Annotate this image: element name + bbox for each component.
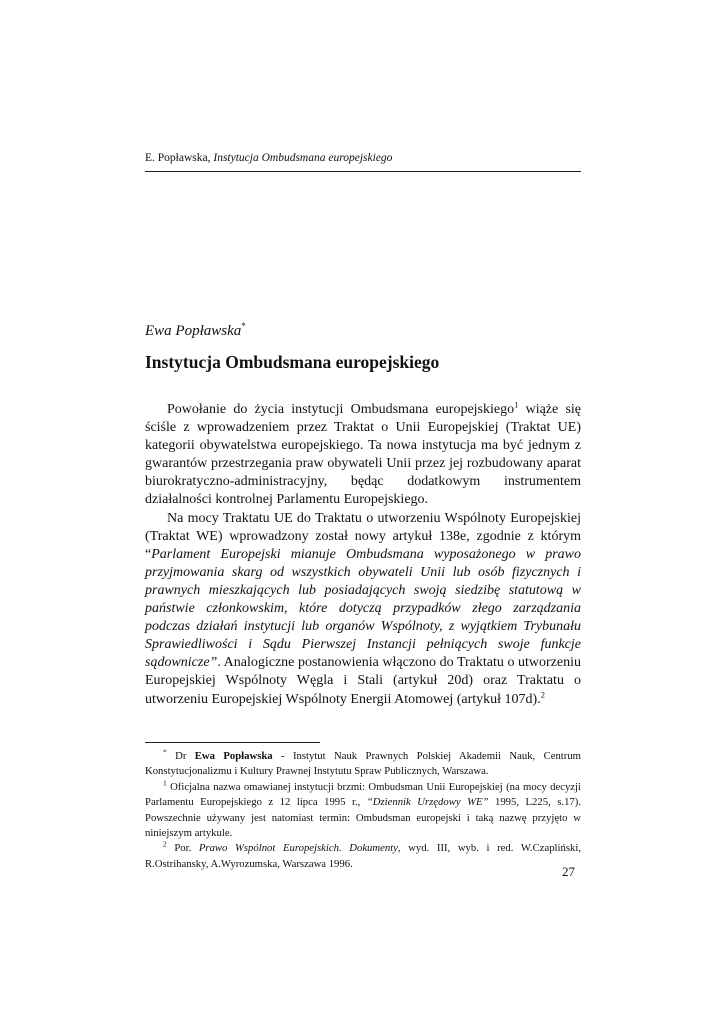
author-footnote-mark: * [241, 321, 246, 331]
footnotes [145, 749, 581, 872]
footnote-1-italic: “Dziennik Urzędowy WE” [366, 796, 489, 809]
footnote-mark-1: 1 [163, 778, 167, 788]
footnote-2-italic: Prawo Wspólnot Europejskich. Dokumenty [198, 842, 398, 855]
paragraph-1 [145, 401, 581, 510]
footnote-2-text-b: , wyd. III, wyb. i red. W.Czapliński, R.Ostrihansky, A.Wyrozumska, Warszawa 1996. [145, 842, 581, 870]
footnote-1-text-b: 1995, L225, s.17). Powszechnie używany jest natomiast termin: Ombudsman europejski i taką nazwę przyjęto w niniejszym artykule. [145, 796, 582, 840]
footnote-2-text-a: Por. [166, 842, 199, 855]
running-header [145, 152, 581, 164]
footnote-mark-2: 2 [163, 839, 167, 849]
paragraph-2-text-b: . Analogiczne postanowienia włączono do Traktatu o utworzeniu Europejskiej Wspólnoty Węgla i Stali (artykuł 20d) oraz Traktatu o utworzeniu Europejskiej Wspólnoty Energii Atomowej (artykuł 107d). [145, 655, 581, 707]
article-title: Instytucja Ombudsmana europejskiego [145, 352, 440, 372]
footnote-author [145, 749, 581, 780]
article-body [145, 401, 581, 709]
paragraph-2-quote: Parlament Europejski mianuje Ombudsmana wyposażonego w prawo przyjmowania skarg od wszystkich obywateli Unii lub osób fizycznych i prawnych mieszkających lub posiadających swoją siedzibę statutową w państwie członkowskim, które dotyczą przypadków złego zarządzania podczas działań instytucji lub organów Wspólnoty, z wyjątkiem Trybunału Sprawiedliwości i Sądu Pierwszej Instancji pełniących swoje funkcje sądownicze” [145, 546, 581, 671]
header-author: E. Popławska, [145, 152, 211, 164]
paragraph-2 [145, 510, 581, 709]
footnote-author-text-a: Dr [166, 750, 195, 762]
footnote-1-text-a: Oficjalna nazwa omawianej instytucji brzmi: Ombudsman Unii Europejskiej (na mocy decyzji Parlamentu Europejskiego z 12 lipca 1995 r., [145, 780, 581, 809]
article-author [145, 321, 246, 340]
header-rule [145, 171, 581, 172]
footnote-2 [145, 841, 581, 872]
footnote-author-text-b: - Instytut Nauk Prawnych Polskiej Akademii Nauk, Centrum Konstytucjonalizmu i Kultury Prawnej Instytutu Spraw Publicznych, Warszawa. [145, 750, 581, 778]
footnote-ref-1: 1 [514, 399, 519, 410]
author-name: Ewa Popławska [145, 323, 242, 339]
paragraph-1-text-a: Powołanie do życia instytucji Ombudsmana europejskiego [167, 402, 515, 417]
footnote-mark-author: * [163, 747, 167, 757]
footnote-author-name: Ewa Popławska [194, 750, 273, 762]
footnote-rule [145, 742, 320, 743]
paragraph-1-text-b: wiąże się ściśle z wprowadzeniem przez Traktat o Unii Europejskiej (Traktat UE) kategorii obywatelstwa europejskiego. Ta nowa instytucja ma być jednym z gwarantów przestrzegania praw obywateli Unii przez jej rozbudowany aparat biurokratyczno-administracyjny, będąc dodatkowym instrumentem działalności kontrolnej Parlamentu Europejskiego. [145, 402, 581, 508]
page-number: 27 [562, 864, 575, 879]
footnote-ref-2: 2 [540, 688, 545, 699]
header-title: Instytucja Ombudsmana europejskiego [213, 152, 393, 164]
paragraph-2-text-a: Na mocy Traktatu UE do Traktatu o utworzeniu Wspólnoty Europejskiej (Traktat WE) wprowadzony został nowy artykuł 138e, zgodnie z którym “ [145, 510, 581, 562]
footnote-1 [145, 780, 581, 842]
